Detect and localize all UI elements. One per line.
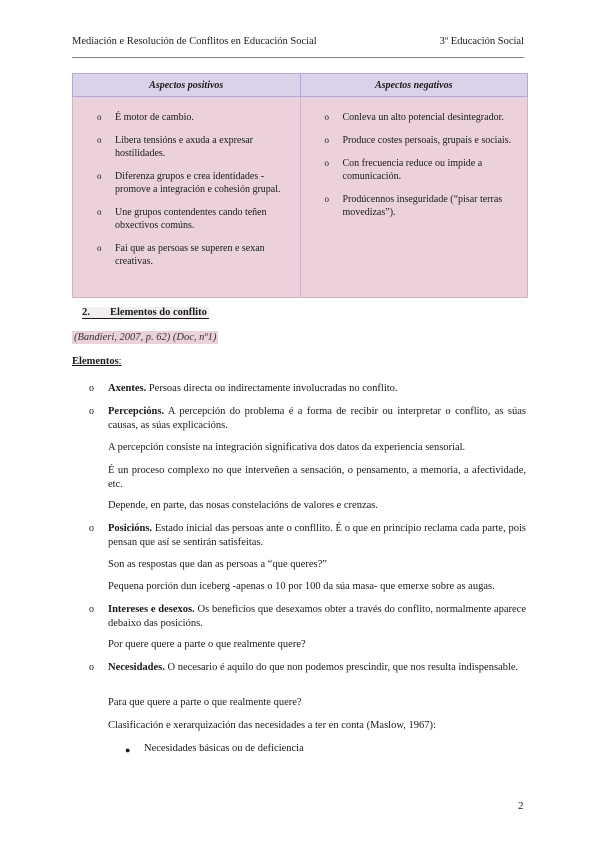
header-divider [72, 57, 524, 58]
definition: Persoas directa ou indirectamente involucradas no conflito. [146, 383, 398, 394]
definition: Estado inicial das persoas ante o confllito. É o que en principio reclama cada parte, pois pensan que así se sentirán satisfeitas. [108, 523, 526, 548]
page-header [72, 36, 524, 52]
paragraph: Depende, en parte, das nosas constelacións de valores e crenzas. [108, 500, 378, 511]
aspects-table [72, 73, 528, 298]
section-number: 2. [82, 307, 90, 318]
sub-list-item: Necesidades básicas ou de deficiencia [144, 743, 304, 754]
bullet-icon: o [89, 523, 94, 534]
negative-aspects-list [321, 111, 520, 219]
paragraph: Son as respostas que dan as persoas a “que queres?” [108, 559, 327, 570]
positive-aspects-header: Aspectos positivos [73, 74, 301, 97]
paragraph: A percepción consiste na integración significativa dos datos da experiencia sensorial. [108, 442, 466, 453]
elements-heading-text: Elementos [72, 356, 119, 367]
header-course-title: Mediación e Resolución de Conflitos en Educación Social [72, 36, 317, 47]
list-item: o Une grupos contendentes cando teñen obxectivos comúns. [93, 206, 292, 232]
list-item: o Libera tensións e axuda a expresar hostilidades. [93, 134, 292, 160]
bullet-icon: o [89, 662, 94, 673]
bullet-icon: o [89, 604, 94, 615]
term: Necesidades. [108, 662, 165, 673]
filled-bullet-icon: ● [125, 745, 131, 755]
list-item [108, 405, 526, 433]
list-item [108, 382, 526, 396]
header-course-level: 3º Educación Social [439, 36, 524, 47]
paragraph: É un proceso complexo no que interveñen a sensación, o pensamento, a memoria, a afectividade, etc. [108, 465, 526, 490]
list-item: o Conleva un alto potencial desintegrador. [321, 111, 520, 124]
term: Posicións. [108, 523, 153, 534]
section-title: Elementos do conflito [110, 307, 207, 318]
list-item: o É motor de cambio. [93, 111, 292, 124]
definition: Os beneficios que desexamos obter a través do conflito, normalmente aparece debaixo das posicións. [108, 604, 526, 629]
citation: (Bandieri, 2007, p. 62) (Doc, nº1) [74, 332, 217, 343]
list-item [108, 661, 526, 675]
definition: O necesario é aquilo do que non podemos prescindir, que nos resulta indispensable. [164, 662, 519, 673]
paragraph: Por quere quere a parte o que realmente quere? [108, 639, 306, 650]
bullet-icon: o [89, 406, 94, 417]
negative-aspects-cell [300, 97, 528, 298]
bullet-icon: o [89, 383, 94, 394]
term: Percepcións. [108, 406, 165, 417]
elements-heading [72, 356, 122, 367]
paragraph: Para que quere a parte o que realmente quere? [108, 697, 302, 708]
term: Intereses e desexos. [108, 604, 195, 615]
elements-heading-colon: : [118, 356, 122, 367]
term: Axentes. [108, 383, 147, 394]
positive-aspects-list [93, 111, 292, 268]
list-item: o Fai que as persoas se superen e sexan creativas. [93, 242, 292, 268]
list-item: o Prodúcennos inseguridade (“pisar terras movedizas”). [321, 193, 520, 219]
paragraph: Pequena porción dun iceberg -apenas o 10 por 100 da súa masa- que emerxe sobre as augas. [108, 581, 495, 592]
definition: A percepción do problema é a forma de recibir ou interpretar o conflito, as súas causas, as súas explicacións. [108, 406, 526, 431]
list-item: o Produce costes persoais, grupais e sociais. [321, 134, 520, 147]
list-item [108, 603, 526, 631]
list-item: o Con frecuencia reduce ou impide a comunicación. [321, 157, 520, 183]
list-item [108, 522, 526, 550]
page-number: 2 [518, 800, 524, 812]
paragraph: Clasificación e xerarquización das necesidades a ter en conta (Maslow, 1967): [108, 720, 436, 731]
list-item: o Diferenza grupos e crea identidades - promove a integración e cohesión grupal. [93, 170, 292, 196]
negative-aspects-header: Aspectos negativos [300, 74, 528, 97]
section-heading [82, 307, 209, 319]
positive-aspects-cell [73, 97, 301, 298]
